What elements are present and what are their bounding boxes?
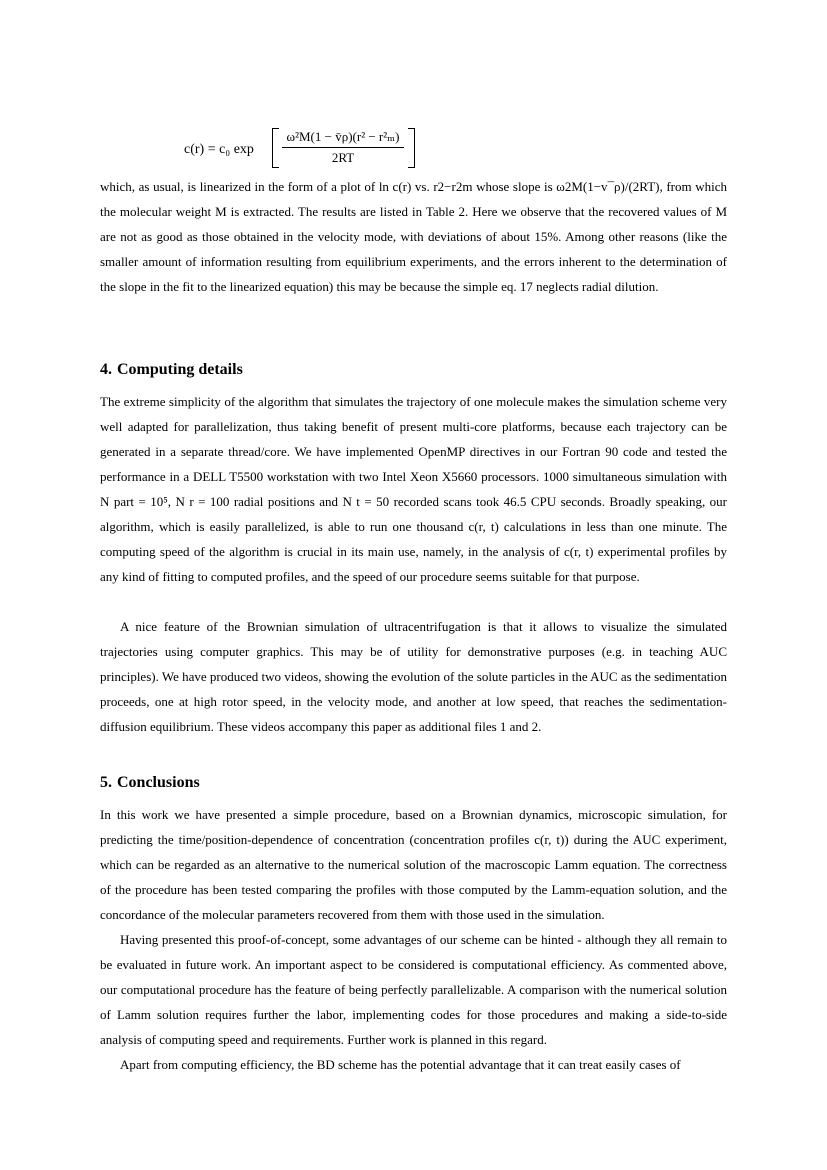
equation-block xyxy=(184,128,444,172)
section-title: Conclusions xyxy=(117,774,200,791)
paragraph-equilibrium-discussion: which, as usual, is linearized in the form of a plot of ln c(r) vs. r2−r2m whose slope is ω2M(1−v¯ρ)/(2RT), from which the molecular weight M is extracted. The results are listed in Table 2. Here we observe that the recovered values of M are not as good as those obtained in the velocity mode, with deviations of about 15%. Among other reasons (like the smaller amount of information resulting from equilibrium experiments, and the errors inherent to the determination of the slope in the fit to the linearized equation) this may be because the simple eq. 17 neglects radial dilution. xyxy=(100,179,727,294)
equation-right-bracket xyxy=(408,128,415,168)
paragraph-computing-details-1: The extreme simplicity of the algorithm that simulates the trajectory of one molecule makes the simulation scheme very well adapted for parallelization, thus taking benefit of present multi-core platforms, because each trajectory can be generated in a separate thread/core. We have implemented OpenMP directives in our Fortran 90 code and tested the performance in a DELL T5500 workstation with two Intel Xeon X5660 processors. 1000 simultaneous simulation with N part = 10⁵, N r = 100 radial positions and N t = 50 recorded scans took 46.5 CPU seconds. Broadly speaking, our algorithm, which is easily parallelized, is able to run one thousand c(r, t) calculations in less than one minute. The computing speed of the algorithm is crucial in its main use, namely, in the analysis of c(r, t) experimental profiles by any kind of fitting to computed profiles, and the speed of our procedure seems suitable for that purpose. xyxy=(100,394,727,584)
paragraph-conclusions-3: Apart from computing efficiency, the BD scheme has the potential advantage that it can treat easily cases of xyxy=(120,1057,681,1072)
fraction-bar xyxy=(282,147,404,148)
section-heading-computing-details xyxy=(100,360,243,380)
equation-lhs: c(r) = c₀ exp xyxy=(184,142,254,157)
equation-numerator: ω²M(1 − v̄ρ)(r² − r²ₘ) xyxy=(286,129,400,144)
equation-left-bracket xyxy=(272,128,279,168)
paragraph-computing-details-2: A nice feature of the Brownian simulation of ultracentrifugation is that it allows to visualize the simulated trajectories using computer graphics. This may be of utility for demonstrative purposes (e.g. in teaching AUC principles). We have produced two videos, showing the evolution of the solute particles in the AUC as the sedimentation proceeds, one at high rotor speed, in the velocity mode, and another at low speed, that reaches the sedimentation-diffusion equilibrium. These videos accompany this paper as additional files 1 and 2. xyxy=(100,619,727,734)
paragraph-conclusions-1: In this work we have presented a simple procedure, based on a Brownian dynamics, microscopic simulation, for predicting the time/position-dependence of concentration (concentration profiles c(r, t)) during the AUC experiment, which can be regarded as an alternative to the numerical solution of the macroscopic Lamm equation. The correctness of the procedure has been tested comparing the profiles with those computed by the Lamm-equation solution, and the concordance of the molecular parameters recovered from them with those used in the simulation. xyxy=(100,807,727,922)
equation-denominator: 2RT xyxy=(331,150,355,165)
section-title: Computing details xyxy=(117,361,243,378)
section-number: 5. xyxy=(100,774,112,791)
equation-fraction xyxy=(282,128,404,166)
paragraph-conclusions-2: Having presented this proof-of-concept, some advantages of our scheme can be hinted - although they all remain to be evaluated in future work. An important aspect to be considered is computational efficiency. As commented above, our computational procedure has the feature of being perfectly parallelizable. A comparison with the numerical solution of Lamm solution requires further the labor, implementing codes for those procedures and making a side-to-side analysis of computing speed and requirements. Further work is planned in this regard. xyxy=(100,932,727,1047)
section-heading-conclusions xyxy=(100,773,200,793)
section-number: 4. xyxy=(100,361,112,378)
